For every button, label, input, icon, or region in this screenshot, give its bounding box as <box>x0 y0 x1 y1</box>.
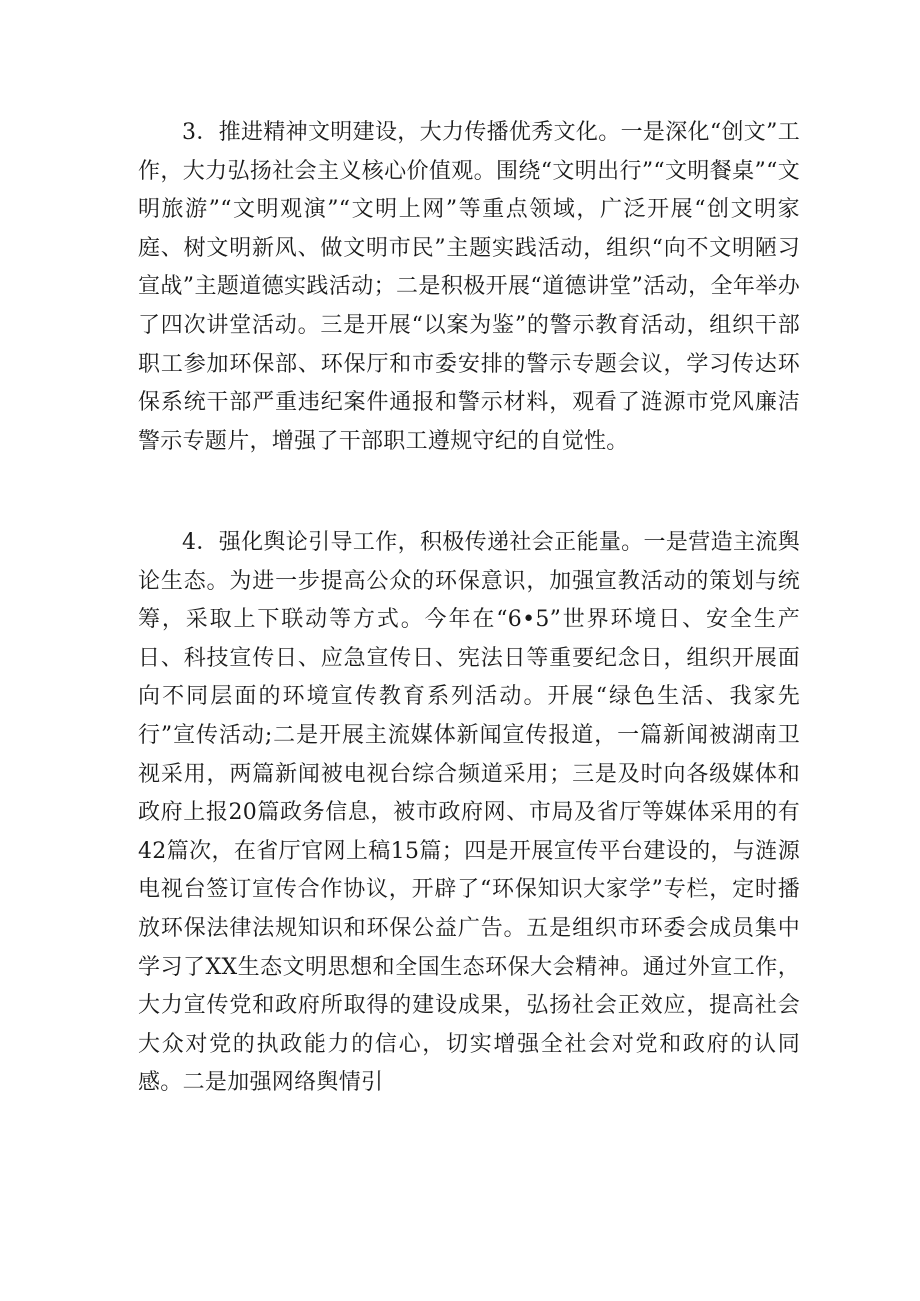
paragraph-section-3: 3．推进精神文明建设，大力传播优秀文化。一是深化“创文”工作，大力弘扬社会主义核心价值观。围绕“文明出行”“文明餐桌”“文明旅游”“文明观演”“文明上网”等重点领域，广泛开展“创文明家庭、树文明新风、做文明市民”主题实践活动，组织“向不文明陋习宣战”主题道德实践活动；二是积极开展“道德讲堂”活动，全年举办了四次讲堂活动。三是开展“以案为鉴”的警示教育活动，组织干部职工参加环保部、环保厅和市委安排的警示专题会议，学习传达环保系统干部严重违纪案件通报和警示材料，观看了涟源市党风廉洁警示专题片，增强了干部职工遵规守纪的自觉性。 <box>138 120 800 454</box>
paragraph-section-4: 4．强化舆论引导工作，积极传递社会正能量。一是营造主流舆论生态。为进一步提高公众的环保意识，加强宣教活动的策划与统筹，采取上下联动等方式。今年在“6•5”世界环境日、安全生产日、科技宣传日、应急宣传日、宪法日等重要纪念日，组织开展面向不同层面的环境宣传教育系列活动。开展“绿色生活、我家先行”宣传活动;二是开展主流媒体新闻宣传报道，一篇新闻被湖南卫视采用，两篇新闻被电视台综合频道采用；三是及时向各级媒体和政府上报20篇政务信息，被市政府网、市局及省厅等媒体采用的有42篇次，在省厅官网上稿15篇；四是开展宣传平台建设的，与涟源电视台签订宣传合作协议，开辟了“环保知识大家学”专栏，定时播放环保法律法规知识和环保公益广告。五是组织市环委会成员集中学习了XX生态文明思想和全国生态环保大会精神。通过外宣工作，大力宣传党和政府所取得的建设成果，弘扬社会正效应，提高社会大众对党的执政能力的信心，切实增强全社会对党和政府的认同感。二是加强网络舆情引 <box>138 530 800 1096</box>
